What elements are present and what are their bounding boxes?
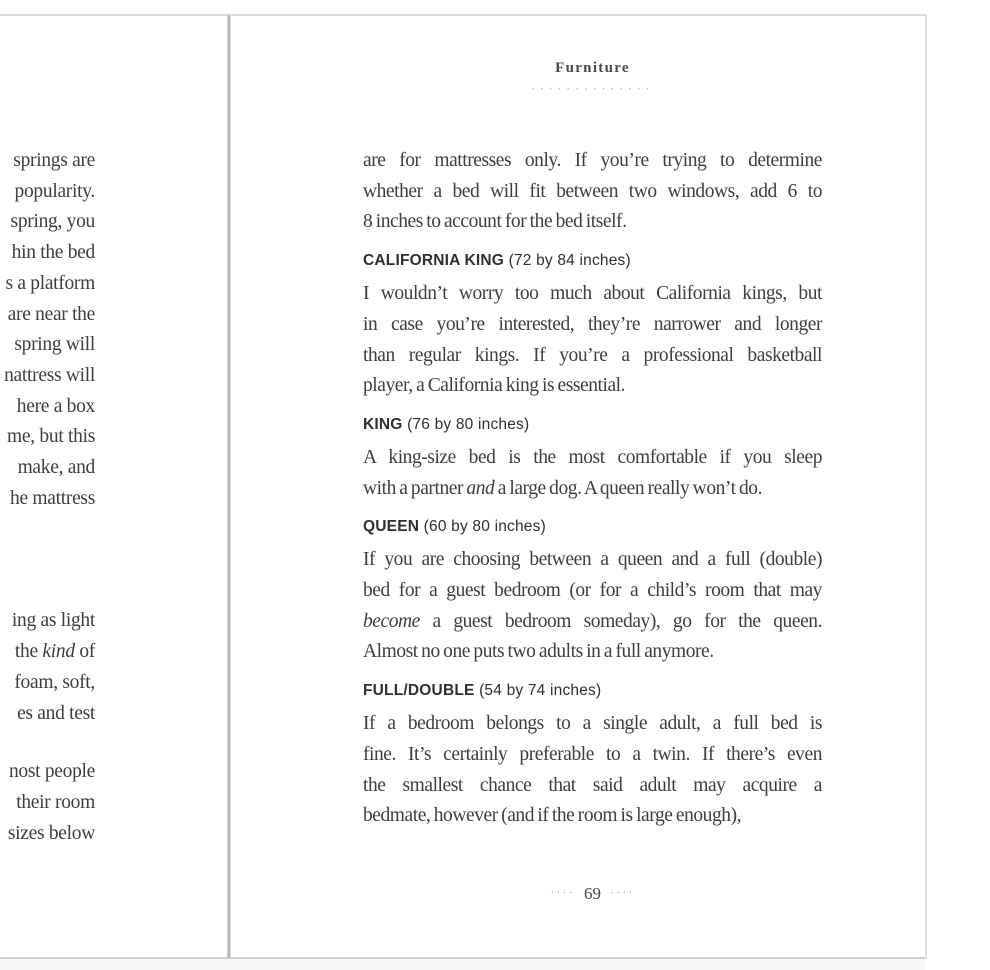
bed-size-section: [363, 414, 822, 504]
text-segment: nattress will: [4, 364, 95, 386]
folio-dots-left: ····: [550, 887, 575, 899]
text-segment: If a bedroom belongs to a single adult, a full bed is: [363, 713, 822, 735]
text-segment: whether a bed will fit between two windows, add 6 to: [363, 180, 822, 202]
section-heading: [363, 516, 822, 538]
text-segment: nost people: [8, 761, 95, 783]
text-line: [0, 146, 95, 177]
text-segment: spring, you: [10, 211, 95, 233]
text-segment: a large dog. A queen really won’t do.: [494, 477, 763, 499]
text-line: [363, 607, 822, 638]
text-line: [363, 637, 822, 668]
text-segment: hin the bed: [11, 242, 95, 264]
text-segment: a guest bedroom someday), go for the queen.: [419, 610, 822, 632]
section-heading: [363, 414, 822, 436]
text-line: [363, 545, 822, 576]
text-line: [363, 709, 822, 740]
text-segment: fine. It’s certainly preferable to a twin. If there’s even: [363, 743, 822, 765]
text-segment: A king-size bed is the most comfortable if you sleep: [363, 446, 822, 468]
text-segment: the smallest chance that said adult may acquire a: [363, 774, 822, 796]
text-line: [0, 484, 95, 515]
text-line: [0, 668, 95, 699]
text-line: [0, 422, 95, 453]
text-segment: of: [74, 641, 95, 663]
text-line: [0, 361, 95, 392]
text-line: [363, 371, 822, 402]
text-line: [363, 310, 822, 341]
section-paragraph: [363, 443, 822, 504]
text-segment: ing as light: [11, 610, 95, 632]
text-line: [0, 699, 95, 730]
text-line: [0, 637, 95, 668]
running-head: Furniture: [555, 60, 630, 76]
text-line: [0, 177, 95, 208]
section-paragraph: [363, 709, 822, 832]
section-name: KING: [363, 415, 408, 433]
text-segment: sizes below: [7, 822, 95, 844]
text-line: [363, 740, 822, 771]
section-dimensions: (54 by 74 inches): [479, 682, 602, 700]
bed-size-section: [363, 680, 822, 832]
section-name: FULL/DOUBLE: [363, 682, 480, 700]
text-segment: the: [14, 641, 43, 663]
section-dimensions: (72 by 84 inches): [508, 252, 631, 270]
bed-size-section: [363, 250, 822, 402]
text-segment: s a platform: [5, 272, 95, 294]
text-line: [363, 177, 822, 208]
text-line: [363, 146, 822, 177]
text-segment: me, but this: [7, 426, 95, 448]
text-segment: foam, soft,: [14, 671, 95, 693]
text-segment: spring will: [14, 334, 95, 356]
text-segment: If you are choosing between a queen and a full (double): [363, 549, 822, 571]
bed-size-section: [363, 516, 822, 668]
intro-paragraph: [363, 146, 822, 238]
text-line: [363, 801, 822, 832]
folio-number: 69: [584, 884, 601, 903]
folio-dots-right: ····: [610, 887, 635, 899]
page-right-edge: [925, 14, 927, 959]
text-segment: 8 inches to account for the bed itself.: [363, 211, 627, 233]
text-line: [0, 300, 95, 331]
section-dimensions: (76 by 80 inches): [407, 415, 530, 433]
text-segment: Almost no one puts two adults in a full anymore.: [363, 641, 714, 663]
section-name: QUEEN: [363, 518, 424, 536]
text-line: [0, 819, 95, 850]
right-page-text: [363, 146, 822, 832]
text-segment: here a box: [16, 395, 95, 417]
text-segment: I wouldn’t worry too much about California kings, but: [363, 283, 822, 305]
text-segment: are for mattresses only. If you’re trying to determine: [363, 150, 822, 171]
text-segment: in case you’re interested, they’re narrower and longer: [363, 313, 822, 335]
book-spine: [227, 15, 231, 958]
text-segment: are near the: [7, 303, 95, 325]
text-segment: with a partner: [363, 477, 467, 499]
text-segment: than regular kings. If you’re a professional basketball: [363, 344, 822, 366]
text-segment: their room: [16, 791, 95, 813]
text-line: [0, 453, 95, 484]
section-paragraph: [363, 279, 822, 402]
section-name: CALIFORNIA KING: [363, 252, 509, 270]
text-line: [363, 207, 822, 238]
text-segment: es and test: [17, 702, 95, 724]
text-line: [0, 330, 95, 361]
text-line: [0, 606, 95, 637]
bed-size-sections: [363, 250, 822, 832]
text-line: [363, 576, 822, 607]
text-line: [363, 279, 822, 310]
text-line: [363, 443, 822, 474]
text-line: [363, 341, 822, 372]
italic-text: and: [466, 477, 495, 499]
text-line: [0, 238, 95, 269]
page-top-edge: [0, 14, 927, 16]
text-segment: make, and: [17, 457, 95, 479]
section-paragraph: [363, 545, 822, 668]
section-heading: [363, 680, 822, 702]
italic-text: become: [363, 610, 420, 632]
text-segment: popularity.: [14, 180, 95, 202]
text-line: [0, 269, 95, 300]
running-head-dots: ··············: [530, 81, 655, 96]
text-line: [0, 757, 95, 788]
text-segment: bed for a guest bedroom (or for a child’s room that may: [363, 580, 822, 602]
text-segment: springs are: [13, 150, 95, 171]
left-page-paragraph: [0, 757, 95, 849]
left-page-text: [0, 146, 95, 849]
text-line: [363, 771, 822, 802]
text-line: [0, 392, 95, 423]
text-segment: he mattress: [10, 487, 95, 509]
text-line: [363, 474, 822, 505]
section-dimensions: (60 by 80 inches): [423, 518, 546, 536]
italic-text: kind: [42, 641, 75, 663]
page-number: [363, 882, 822, 905]
left-page-paragraph: [0, 146, 95, 514]
text-segment: bedmate, however (and if the room is large enough),: [363, 805, 742, 827]
section-heading: [363, 250, 822, 272]
page-bottom-shadow: [0, 959, 925, 970]
text-line: [0, 788, 95, 819]
left-page-paragraph: [0, 606, 95, 729]
text-segment: player, a California king is essential.: [363, 375, 626, 397]
text-line: [0, 207, 95, 238]
